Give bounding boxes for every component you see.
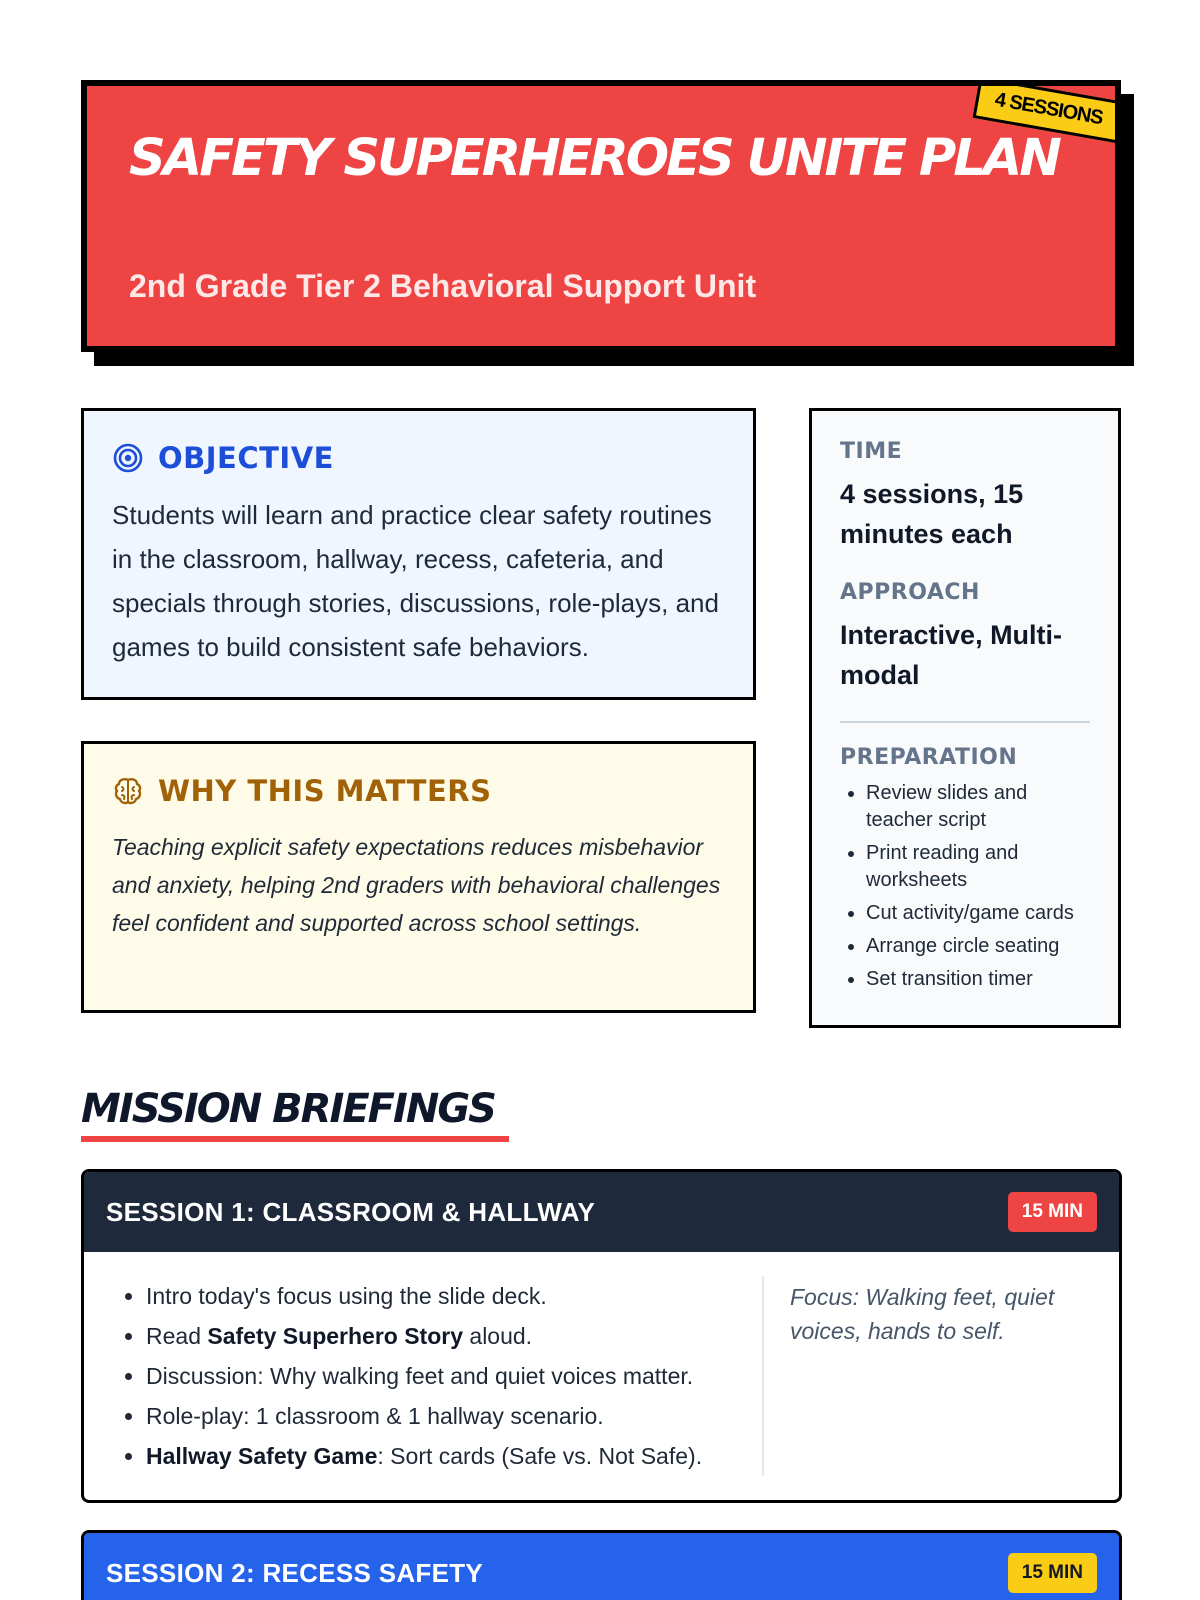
session-body [84, 1252, 1119, 1496]
objective-card [81, 408, 756, 700]
session-focus-note: Focus: Walking feet, quiet voices, hands to self. [790, 1284, 1055, 1344]
time-value: 4 sessions, 15 minutes each [840, 479, 1024, 549]
approach-block [840, 580, 1090, 695]
session-steps [114, 1276, 764, 1476]
why-header [112, 774, 725, 808]
session-title: SESSION 1: CLASSROOM & HALLWAY [106, 1196, 596, 1227]
list-item: • Intro today's focus using the slide deck. [146, 1276, 762, 1316]
approach-value: Interactive, Multi-modal [840, 620, 1063, 690]
list-item: • Cut activity/game cards [866, 900, 1090, 927]
objective-header [112, 441, 725, 475]
list-item: • Set transition timer [866, 966, 1090, 993]
list-item: • Hallway Safety Game: Sort cards (Safe vs. Not Safe). [146, 1436, 762, 1476]
session-title: SESSION 2: RECESS SAFETY [106, 1557, 484, 1588]
page-subtitle: 2nd Grade Tier 2 Behavioral Support Unit [129, 268, 757, 304]
brain-icon [112, 775, 144, 807]
info-panel [809, 408, 1121, 1028]
list-item: • Review slides and teacher script [866, 780, 1090, 834]
list-item: • Role-play: 1 classroom & 1 hallway scenario. [146, 1396, 762, 1436]
session-card-2 [81, 1530, 1122, 1600]
time-block [840, 439, 1090, 554]
page-title: SAFETY SUPERHEROES UNITE PLAN [129, 129, 1059, 188]
preparation-list [840, 780, 1090, 993]
objective-heading: OBJECTIVE [158, 441, 334, 475]
preparation-label: PREPARATION [840, 745, 1018, 770]
session-header [84, 1172, 1119, 1252]
list-item: • Discussion: Why walking feet and quiet voices matter. [146, 1356, 762, 1396]
session-header [84, 1533, 1119, 1600]
session-card-1 [81, 1169, 1122, 1503]
list-item: • Arrange circle seating [866, 933, 1090, 960]
hero-banner [81, 80, 1121, 352]
why-heading: WHY THIS MATTERS [158, 774, 492, 808]
target-icon [112, 442, 144, 474]
why-text: Teaching explicit safety expectations reduces misbehavior and anxiety, helping 2nd graders with behavioral challenges feel confident and supported across school settings. [112, 834, 721, 936]
approach-label: APPROACH [840, 580, 980, 605]
info-divider [840, 721, 1090, 723]
why-card [81, 741, 756, 1013]
duration-badge: 15 MIN [1008, 1192, 1097, 1232]
objective-text: Students will learn and practice clear safety routines in the classroom, hallway, recess, cafeteria, and specials through stories, discussions, role-plays, and games to build consistent safe behaviors. [112, 500, 719, 662]
section-title: MISSION BRIEFINGS [81, 1086, 495, 1132]
list-item: • Print reading and worksheets [866, 840, 1090, 894]
sessions-ribbon: 4 SESSIONS [973, 80, 1121, 146]
list-item: • Read Safety Superhero Story aloud. [146, 1316, 762, 1356]
section-underline [81, 1136, 509, 1142]
duration-badge: 15 MIN [1008, 1553, 1097, 1593]
time-label: TIME [840, 439, 903, 464]
